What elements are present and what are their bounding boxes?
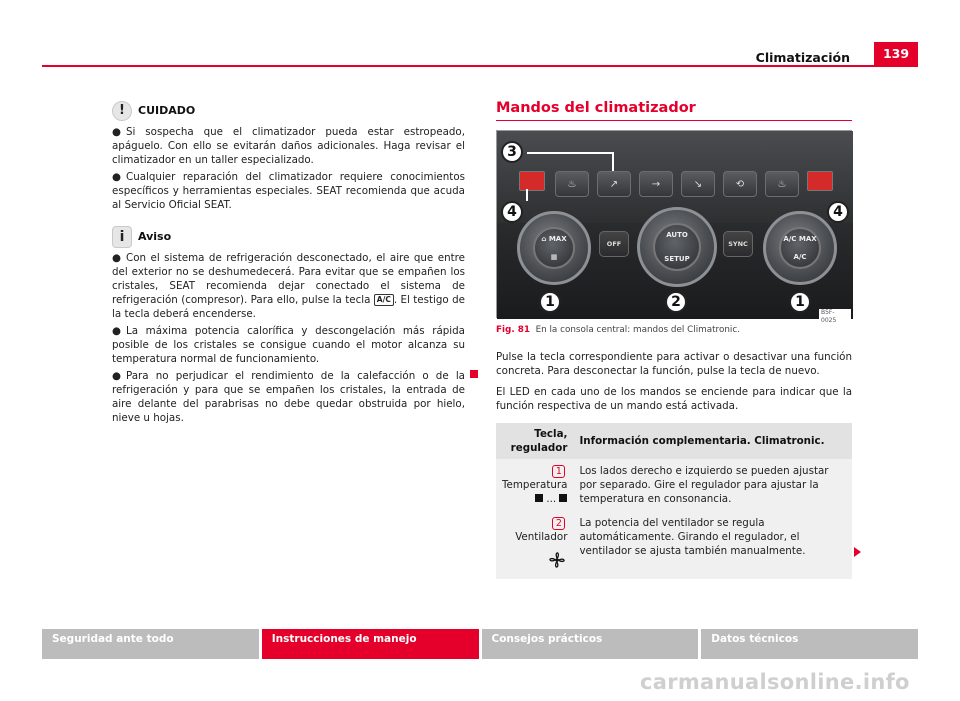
row-number-badge: 2 (552, 517, 565, 530)
temp-cold-square-icon (535, 494, 543, 502)
seat-heat-right-icon: ♨ (765, 171, 799, 197)
section-title: Mandos del climatizador (496, 100, 696, 116)
table-cell-key: 1 Temperatura ... (496, 459, 573, 511)
off-button: OFF (599, 231, 629, 257)
caution-heading (112, 100, 465, 122)
footer-tab-consejos[interactable]: Consejos prácticos (482, 629, 699, 659)
page-header-title: Climatización (755, 50, 850, 65)
bullet-dot-icon: ● (112, 252, 121, 264)
header-rule (42, 65, 918, 67)
notice-bullet: ● Con el sistema de refrigeración desconectado, el aire que entre del exterior no se deshumedecerá. Para evitar que se empañen los cristales, SEAT recomienda dejar conectado el sistema de refrigeración (compresor). Para ello, pulse la tecla A/C . El testigo de la tecla deberá encenderse. (112, 252, 465, 320)
callout-1-right: 1 (789, 291, 811, 313)
callout-4-left: 4 (501, 201, 523, 223)
bullet-dot-icon: ● (112, 325, 121, 337)
climate-control-figure (496, 130, 852, 324)
notice-title: Aviso (138, 230, 172, 243)
callout-2: 2 (665, 291, 687, 313)
ac-key-icon: A/C (374, 294, 394, 306)
bullet-dot-icon: ● (112, 126, 121, 138)
fan-icon (547, 550, 567, 570)
auto-label: AUTO (666, 231, 688, 239)
body-paragraph: Pulse la tecla correspondiente para activar o desactivar una función concreta. Para desconectar la función, pulse la tecla de nuevo. (496, 351, 852, 377)
sync-button: SYNC (723, 231, 753, 257)
setup-label: SETUP (664, 255, 690, 263)
caution-bullet: ● Cualquier reparación del climatizador requiere conocimientos específicos y herramientas especiales. SEAT recomienda que acuda al Servicio Oficial SEAT. (112, 171, 465, 211)
section-rule (496, 120, 852, 121)
footer-nav (42, 629, 918, 659)
right-knob-face (779, 227, 821, 269)
left-column (112, 100, 465, 425)
callout-3-connector (497, 131, 853, 191)
table-row (496, 459, 852, 511)
footer-tab-instrucciones[interactable]: Instrucciones de manejo (262, 629, 479, 659)
seat-heat-left-icon: ♨ (555, 171, 589, 197)
footer-tab-seguridad[interactable]: Seguridad ante todo (42, 629, 259, 659)
table-header-key: Tecla, regulador (496, 423, 573, 459)
defrost-max-label: ⌂ MAX (541, 235, 567, 243)
notice-bullet: ● Para no perjudicar el rendimiento de la calefacción o de la refrigeración y para que se empañen los cristales, la entrada de aire delante del parabrisas no debe quedar obstruida por hielo, nieve u hojas. (112, 370, 465, 424)
notice-bullet: ● La máxima potencia calorífica y descongelación más rápida posible de los cristales se consigue cuando el motor alcanza su temperatura normal de funcionamiento. (112, 325, 465, 365)
recirculation-icon: ⟲ (723, 171, 757, 197)
section-end-mark-icon (470, 370, 478, 378)
table-header-row (496, 423, 852, 459)
watermark-text: carmanualsonline.info (640, 670, 910, 694)
callout-1-left: 1 (539, 291, 561, 313)
air-distribution-middle-icon: → (639, 171, 673, 197)
table-cell-info: Los lados derecho e izquierdo se pueden ajustar por separado. Gire el regulador para ajustar la temperatura en consonancia. (573, 459, 852, 511)
left-knob-face (533, 227, 575, 269)
table-cell-info: La potencia del ventilador se regula automáticamente. Girando el regulador, el ventilador se ajusta también manualmente. (573, 511, 852, 579)
ac-label: A/C (793, 253, 807, 261)
bullet-dot-icon: ● (112, 171, 121, 183)
air-distribution-upper-icon: ↗ (597, 171, 631, 197)
info-icon: i (112, 226, 132, 248)
rear-defrost-icon: ▦ (550, 253, 558, 261)
ac-max-label: A/C MAX (783, 235, 817, 243)
page-number: 139 (874, 42, 918, 66)
warning-exclamation-icon: ! (112, 101, 132, 121)
air-distribution-lower-icon: ↘ (681, 171, 715, 197)
info-table (496, 423, 852, 579)
row-number-badge: 1 (552, 465, 565, 478)
bullet-dot-icon: ● (112, 370, 121, 382)
notice-heading (112, 226, 465, 248)
body-paragraph: El LED en cada uno de los mandos se enciende para indicar que la función respectiva de un mando está activada. (496, 386, 852, 412)
footer-tab-datos[interactable]: Datos técnicos (701, 629, 918, 659)
callout-4-right: 4 (827, 201, 849, 223)
temp-hot-square-icon (559, 494, 567, 502)
callout-3: 3 (501, 141, 523, 163)
continue-arrow-icon (854, 547, 861, 557)
table-cell-key: 2 Ventilador (496, 511, 573, 579)
table-row (496, 511, 852, 579)
caution-bullet: ● Si sospecha que el climatizador pueda estar estropeado, apáguelo. Con ello se evitarán daños adicionales. Haga revisar el climatizador en un taller especializado. (112, 126, 465, 166)
table-header-info: Información complementaria. Climatronic. (573, 423, 852, 459)
figure-caption: Fig. 81 En la consola central: mandos del Climatronic. (496, 325, 741, 335)
caution-title: CUIDADO (138, 104, 196, 117)
figure-code: B5F-0025 (819, 309, 851, 325)
